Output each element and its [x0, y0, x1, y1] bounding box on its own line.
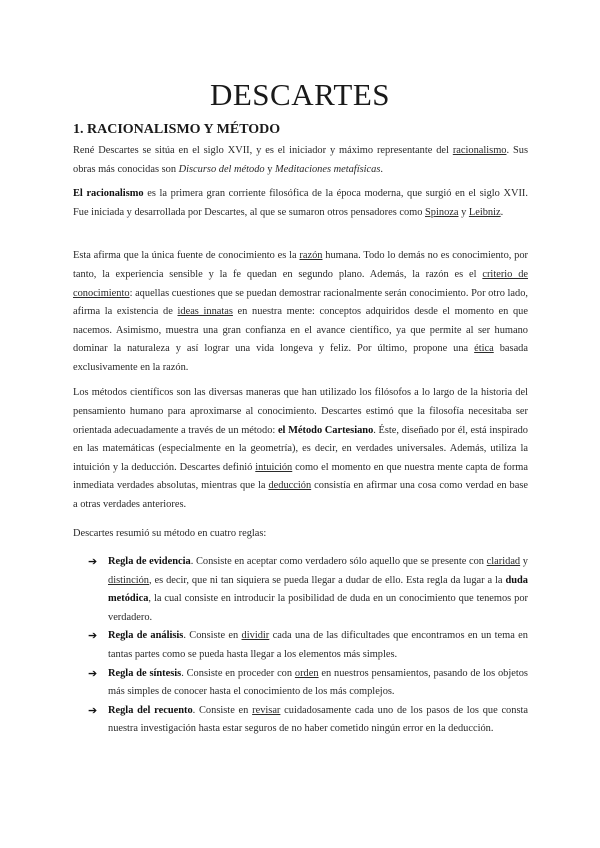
text: . Consiste en	[192, 704, 253, 716]
metodo-paragraph	[73, 384, 528, 514]
text: , es decir, que ni tan siquiera se pueda llegar a dudar de ello. Esta regla da lugar a la	[148, 574, 506, 586]
term-revisar: revisar	[252, 704, 281, 716]
term-dividir: dividir	[241, 630, 270, 642]
text: Esta afirma que la única fuente de conocimiento es la	[73, 250, 300, 262]
text: . Sus obras más conocidas son	[73, 145, 528, 175]
arrow-right-icon: ➔	[88, 667, 98, 680]
text: cuidadosamente cada uno de los pasos de los que consta nuestra investigación hasta estar seguros de no haber cometido ningún error en la deducción.	[108, 704, 528, 735]
page-title: DESCARTES	[209, 77, 391, 112]
term-ideas-innatas: ideas innatas	[177, 306, 233, 318]
term-spinoza: Spinoza	[425, 206, 459, 218]
term-criterio: criterio de conocimiento	[73, 268, 529, 299]
text: consistía en afirmar una cosa como verdad en base a otras verdades anteriores.	[73, 480, 528, 510]
rule-name: Regla de evidencia	[108, 556, 191, 567]
bold-term: El racionalismo	[73, 188, 144, 200]
text: es la primera gran corriente filosófica de la época moderna, que surgió en el siglo XVII. Fue iniciada y desarrollada por Descartes, al que se sumaron otros pensadores como	[73, 188, 528, 218]
rules-list	[88, 553, 528, 739]
text: . Éste, diseñado por él, está inspirado en las matemáticas (especialmente en la geometría), es decir, en verdades universales. Además, utiliza la intuición y la deducción. Descartes definió	[73, 424, 528, 473]
section-heading: 1. RACIONALISMO Y MÉTODO	[73, 122, 281, 137]
term-deduccion: deducción	[268, 480, 312, 492]
text: Los métodos científicos son las diversas maneras que han utilizado los filósofos a lo largo de la historia del pensamiento humano para aproximarse al conocimiento. Descartes estimó que la filosofía necesitaba ser orientada adecuadamente a través de un método:	[73, 387, 528, 436]
term-intuicion: intuición	[255, 461, 293, 473]
intro-paragraph	[73, 142, 528, 179]
term-racionalismo: racionalismo	[452, 145, 507, 157]
text: y	[264, 163, 276, 175]
list-item	[88, 665, 528, 702]
term-distincion: distinción	[108, 574, 149, 586]
term-orden: orden	[294, 667, 319, 679]
term-etica: ética	[474, 343, 494, 355]
text: cada una de las dificultades que encontramos en un tema en tantas partes como se pueda hasta llegar a los elementos más simples.	[108, 630, 528, 660]
text: .	[380, 163, 383, 175]
rule-name: Regla del recuento	[108, 704, 193, 716]
list-item	[88, 627, 528, 664]
text: y	[520, 556, 529, 567]
text: en nuestra mente: conceptos adquiridos desde el momento en que nacemos. Asimismo, muestra una gran confianza en el avance científico, ya que permite al ser humano dominar la naturaleza y así lograr una vida longeva y feliz. Por último, propone una	[73, 306, 528, 355]
racionalismo-paragraph	[73, 185, 528, 222]
text: : aquellas cuestiones que se puedan demostrar racionalmente serán conocimiento. Por otro lado, afirma la existencia de	[73, 287, 528, 318]
term-razon: razón	[299, 250, 323, 262]
work-title-meditaciones: Meditaciones metafísicas	[275, 163, 381, 175]
text: como el momento en que nuestra mente capta de forma inmediata verdades absolutas, mientras que la	[73, 461, 529, 492]
resumen-paragraph: Descartes resumió su método en cuatro reglas:	[73, 528, 267, 540]
term-claridad: claridad	[486, 556, 521, 567]
list-item	[88, 702, 528, 739]
text: . Consiste en	[183, 630, 242, 642]
text: René Descartes se sitúa en el siglo XVII, y es el iniciador y máximo representante del	[73, 145, 453, 157]
razon-paragraph	[73, 247, 528, 377]
text: basada exclusivamente en la razón.	[73, 343, 528, 373]
rule-name: Regla de síntesis	[108, 667, 182, 679]
work-title-discurso: Discurso del método	[178, 163, 265, 175]
bold-term: el Método Cartesiano	[277, 424, 374, 436]
text: .	[500, 206, 504, 218]
arrow-right-icon: ➔	[88, 704, 98, 717]
arrow-right-icon: ➔	[88, 630, 98, 643]
text: , la cual consiste en introducir la posibilidad de duda en un conocimiento que tenemos por verdadero.	[108, 593, 528, 623]
arrow-right-icon: ➔	[88, 556, 98, 568]
rule-name: Regla de análisis	[108, 630, 184, 642]
list-item	[88, 553, 528, 627]
text: en nuestros pensamientos, pasando de los objetos más simples de conocer hasta el conocimiento de los más complejos.	[108, 667, 528, 698]
text: y	[458, 206, 469, 218]
term-leibniz: Leibniz	[468, 206, 501, 218]
text: . Consiste en proceder con	[181, 667, 295, 679]
text: humana. Todo lo demás no es conocimiento, por tanto, la experiencia sensible y la fe quedan en segundo plano. Además, la razón es el	[73, 250, 528, 280]
bold-term: duda metódica	[108, 574, 528, 605]
text: . Consiste en aceptar como verdadero sólo aquello que se presente con	[190, 556, 487, 567]
